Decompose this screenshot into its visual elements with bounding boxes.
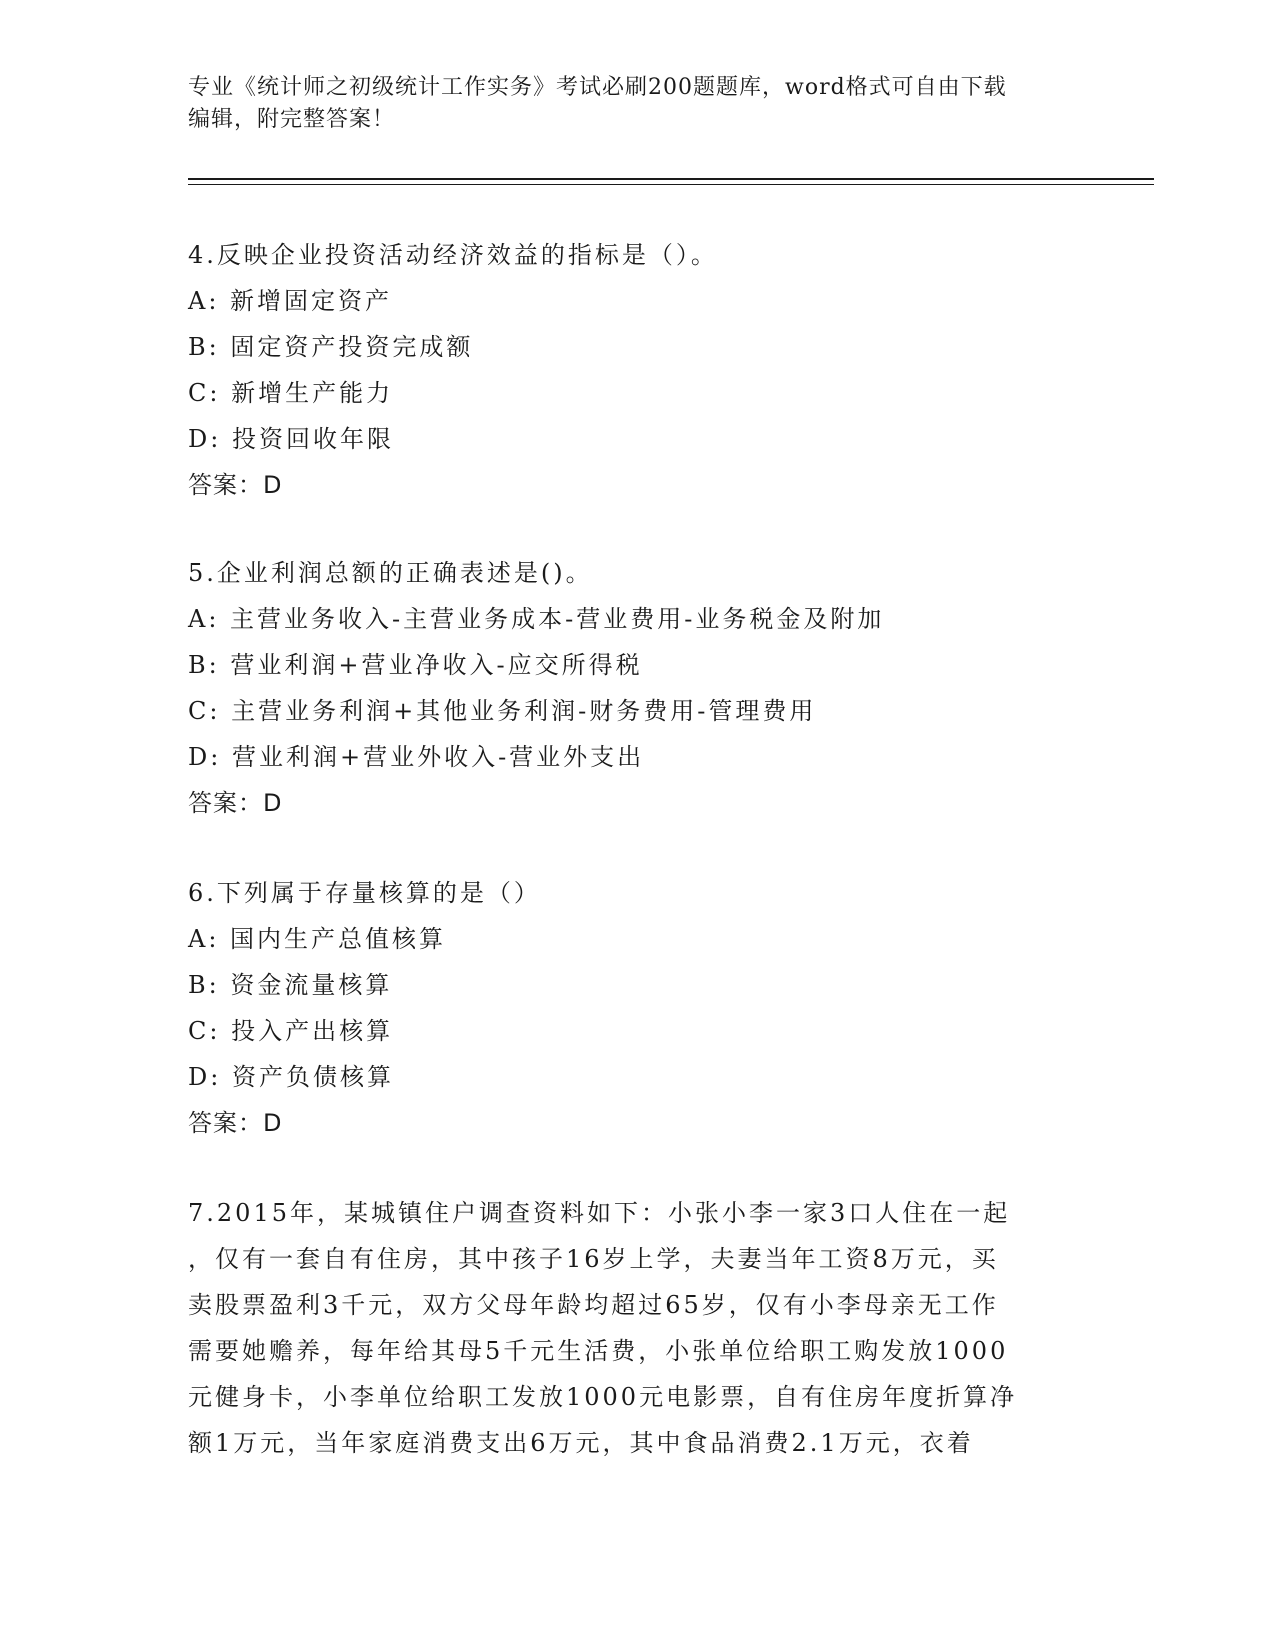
answer-label: 答案：D bbox=[188, 789, 283, 817]
header-line-1: 专业《统计师之初级统计工作实务》考试必刷200题题库，word格式可自由下载 bbox=[188, 75, 1007, 100]
question-stem: 5.企业利润总额的正确表述是()。 bbox=[188, 559, 593, 587]
option-d: D: 投资回收年限 bbox=[188, 425, 394, 453]
header-line-2: 编辑，附完整答案！ bbox=[188, 107, 396, 132]
question-6 bbox=[188, 870, 1088, 1146]
question-7-line: 卖股票盈利3千元，双方父母年龄均超过65岁，仅有小李母亲无工作 bbox=[188, 1291, 999, 1319]
option-c: C: 主营业务利润+其他业务利润-财务费用-管理费用 bbox=[188, 697, 817, 725]
question-5 bbox=[188, 550, 1088, 826]
option-a: A: 主营业务收入-主营业务成本-营业费用-业务税金及附加 bbox=[188, 605, 885, 633]
question-7-line: 需要她赡养，每年给其母5千元生活费，小张单位给职工购发放1000 bbox=[188, 1337, 1009, 1365]
question-7-line: 额1万元，当年家庭消费支出6万元，其中食品消费2.1万元，衣着 bbox=[188, 1429, 974, 1457]
header-divider-thin bbox=[188, 184, 1154, 185]
option-a: A: 国内生产总值核算 bbox=[188, 925, 447, 953]
option-d: D: 资产负债核算 bbox=[188, 1063, 394, 1091]
option-b: B: 营业利润+营业净收入-应交所得税 bbox=[188, 651, 643, 679]
option-b: B: 固定资产投资完成额 bbox=[188, 333, 474, 361]
question-7 bbox=[188, 1190, 1088, 1466]
question-stem: 6.下列属于存量核算的是（） bbox=[188, 879, 541, 907]
option-c: C: 新增生产能力 bbox=[188, 379, 394, 407]
option-c: C: 投入产出核算 bbox=[188, 1017, 394, 1045]
header-divider-thick bbox=[188, 178, 1154, 180]
option-d: D: 营业利润+营业外收入-营业外支出 bbox=[188, 743, 645, 771]
question-4 bbox=[188, 232, 1088, 508]
answer-label: 答案：D bbox=[188, 1109, 283, 1137]
question-7-line: 元健身卡，小李单位给职工发放1000元电影票，自有住房年度折算净 bbox=[188, 1383, 1018, 1411]
option-a: A: 新增固定资产 bbox=[188, 287, 393, 315]
answer-label: 答案：D bbox=[188, 471, 283, 499]
document-header bbox=[188, 72, 1088, 136]
question-7-line: 7.2015年，某城镇住户调查资料如下：小张小李一家3口人住在一起 bbox=[188, 1199, 1011, 1227]
option-b: B: 资金流量核算 bbox=[188, 971, 393, 999]
question-7-line: ，仅有一套自有住房，其中孩子16岁上学，夫妻当年工资8万元，买 bbox=[188, 1245, 999, 1273]
question-stem: 4.反映企业投资活动经济效益的指标是（）。 bbox=[188, 241, 718, 269]
